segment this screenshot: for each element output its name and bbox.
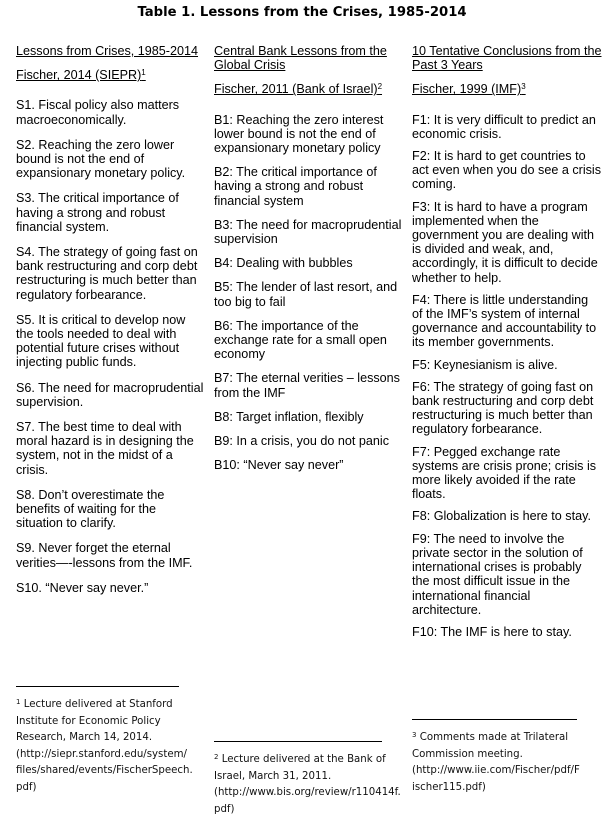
footnote-mark: 1 (141, 68, 146, 78)
lesson-item: S1. Fiscal policy also matters macroeconomically. (16, 98, 180, 127)
lesson-item: S9. Never forget the eternal verities—-lessons from the IMF. (16, 541, 193, 570)
footnote-mark: 2 (377, 82, 383, 92)
lesson-item: B8: Target inflation, flexibly (214, 409, 364, 424)
lesson-item: S8. Don’t overestimate the benefits of waiting for the situation to clarify. (16, 487, 165, 531)
footnote-line: ischer115.pdf) (412, 781, 486, 793)
footnote-3 (412, 719, 602, 796)
footnote-rule (412, 719, 577, 720)
footnote-line: pdf) (16, 781, 37, 793)
lesson-item: F10: The IMF is here to stay. (412, 624, 572, 639)
lesson-item: B1: Reaching the zero interest lower bound is not the end of expansionary monetary policy (214, 112, 384, 156)
column-bank-of-israel (214, 44, 406, 472)
lesson-item: F6: The strategy of going fast on bank restructuring and corp debt restructuring is much better than regulatory forbearance. (412, 379, 594, 437)
lesson-item: B5: The lender of last resort, and too big to fail (214, 280, 398, 309)
column-imf (412, 44, 602, 639)
lesson-item: S7. The best time to deal with moral hazard is in designing the system, not in the midst of a crisis. (16, 420, 194, 477)
footnote-line: Institute for Economic Policy (16, 715, 161, 727)
footnote-line: Commission meeting. (412, 748, 523, 760)
lesson-item: F2: It is hard to get countries to act even when you do see a crisis coming. (412, 149, 602, 192)
author-text: Fischer, 2014 (SIEPR) (16, 68, 142, 83)
footnote-text: Comments made at Trilateral (419, 732, 569, 743)
footnote-line: files/shared/events/FischerSpeech. (16, 765, 193, 777)
lesson-item: S4. The strategy of going fast on bank restructuring and corp debt restructuring is much better than regulatory forbearance. (16, 245, 198, 302)
lesson-item: F7: Pegged exchange rate systems are crisis prone; crisis is more likely avoided if the rate floats. (412, 444, 597, 502)
footnote-line (16, 697, 208, 714)
footnote-text: Lecture delivered at Stanford (23, 699, 173, 710)
lesson-item: S5. It is critical to develop now the tools needed to deal with potential future crises without injecting public funds. (16, 312, 186, 370)
footnote-line: (http://www.bis.org/review/r110414f. (214, 787, 401, 799)
author-text: Fischer, 2011 (Bank of Israel) (214, 82, 378, 97)
footnote-2 (214, 741, 402, 818)
author-text: Fischer, 1999 (IMF) (412, 82, 522, 97)
column-header: 10 Tentative Conclusions from the Past 3 Years (412, 44, 602, 73)
lesson-item: S3. The critical importance of having a strong and robust financial system. (16, 191, 179, 234)
footnote-line: (http://siepr.stanford.edu/system/ (16, 748, 187, 760)
column-header: Lessons from Crises, 1985-2014 (16, 44, 199, 58)
lesson-item: S10. “Never say never.” (16, 580, 149, 595)
lesson-item: F8: Globalization is here to stay. (412, 509, 591, 524)
footnote-1 (16, 686, 208, 797)
footnote-number: 3 (412, 731, 417, 739)
footnote-number: 2 (214, 753, 219, 761)
lesson-item: F9: The need to involve the private sector in the solution of international crises is probably the most difficult issue in the international financial architecture. (412, 531, 583, 617)
lesson-item: B10: “Never say never” (214, 458, 344, 473)
footnote-line: Israel, March 31, 2011. (214, 770, 332, 782)
lesson-item: F1: It is very difficult to predict an economic crisis. (412, 112, 596, 141)
lesson-item: F3: It is hard to have a program implemented when the government you are dealing with is divided and weak, and, accordingly, it is difficult to decide whether to help. (412, 199, 598, 285)
footnote-rule (16, 686, 179, 687)
lesson-item: S2. Reaching the zero lower bound is not the end of expansionary monetary policy. (16, 137, 186, 181)
lesson-item: F5: Keynesianism is alive. (412, 357, 558, 372)
footnote-mark: 3 (521, 82, 526, 92)
footnote-rule (214, 741, 382, 742)
lesson-item: S6. The need for macroprudential supervision. (16, 380, 204, 409)
footnote-line: pdf) (214, 803, 235, 815)
footnote-line: (http://www.iie.com/Fischer/pdf/F (412, 765, 580, 777)
column-header: Central Bank Lessons from the Global Crisis (214, 44, 387, 73)
lesson-item: F4: There is little understanding of the IMF’s system of internal governance and accountability to its member governments. (412, 292, 597, 350)
lesson-item: B9: In a crisis, you do not panic (214, 434, 390, 449)
lesson-item: B7: The eternal verities – lessons from the IMF (214, 371, 400, 400)
lesson-item: B2: The critical importance of having a strong and robust financial system (214, 165, 377, 208)
footnote-line (214, 752, 402, 769)
column-author (214, 82, 406, 96)
footnote-line (412, 730, 602, 747)
lesson-item: B3: The need for macroprudential supervision (214, 217, 402, 247)
table-title: Table 1. Lessons from the Crises, 1985-2014 (137, 5, 467, 20)
column-author (412, 82, 602, 96)
column-siepr (16, 44, 206, 595)
lesson-item: B4: Dealing with bubbles (214, 256, 353, 271)
lesson-item: B6: The importance of the exchange rate for a small open economy (214, 318, 387, 362)
footnote-number: 1 (16, 698, 21, 706)
column-author (16, 68, 206, 82)
footnote-text: Lecture delivered at the Bank of (221, 754, 386, 765)
footnote-line: Research, March 14, 2014. (16, 732, 153, 744)
